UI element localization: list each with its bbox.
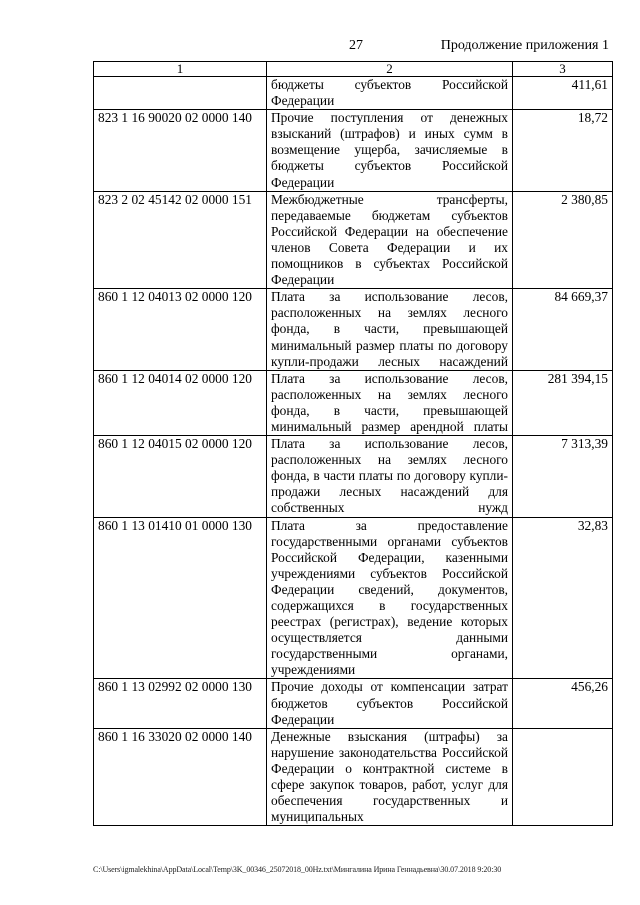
description-cell: Прочие поступления от денежных взысканий (штрафов) и иных сумм в возмещение ущерба, зачисляемые в бюджеты субъектов Российской Федерации — [267, 110, 513, 191]
table-row — [94, 517, 613, 679]
amount-cell: 456,26 — [513, 679, 613, 728]
budget-code-cell — [94, 77, 267, 110]
budget-code-cell: 860 1 16 33020 02 0000 140 — [94, 728, 267, 826]
description-cell: Плата за использование лесов, расположенных на землях лесного фонда, в части платы по договору купли-продажи лесных насаждений для собственных нужд — [267, 436, 513, 517]
description-cell: бюджеты субъектов Российской Федерации — [267, 77, 513, 110]
description-cell: Плата за использование лесов, расположенных на землях лесного фонда, в части, превышающей минимальный размер платы по договору купли-продажи лесных насаждений — [267, 289, 513, 370]
amount-cell: 7 313,39 — [513, 436, 613, 517]
budget-code-cell: 860 1 12 04014 02 0000 120 — [94, 370, 267, 435]
page-number: 27 — [349, 38, 363, 53]
budget-code-cell: 860 1 12 04015 02 0000 120 — [94, 436, 267, 517]
description-cell: Межбюджетные трансферты, передаваемые бюджетам субъектов Российской Федерации на обеспечение членов Совета Федерации и их помощников в субъектах Российской Федерации — [267, 191, 513, 289]
table-row — [94, 728, 613, 826]
description-cell: Плата за предоставление государственными органами субъектов Российской Федерации, казенными учреждениями субъектов Российской Федерации сведений, документов, содержащихся в государственных реестрах (регистрах), ведение которых осуществляется данными государственными органами, учреждениями — [267, 517, 513, 679]
continuation-label: Продолжение приложения 1 — [440, 38, 609, 53]
column-header-3: 3 — [513, 62, 613, 77]
table-row — [94, 110, 613, 191]
budget-code-cell: 823 2 02 45142 02 0000 151 — [94, 191, 267, 289]
description-cell: Денежные взыскания (штрафы) за нарушение законодательства Российской Федерации о контрактной системе в сфере закупок товаров, работ, услуг для обеспечения государственных и муниципальных — [267, 728, 513, 826]
table-row — [94, 77, 613, 110]
table-header-row — [94, 62, 613, 77]
amount-cell: 18,72 — [513, 110, 613, 191]
file-path-footer: C:\Users\igmalekhina\AppData\Local\Temp\3K_00346_25072018_00Hz.txt\Мингалина Ирина Геннадьевна\30.07.2018 9:20:30 — [93, 865, 502, 874]
amount-cell: 32,83 — [513, 517, 613, 679]
amount-cell: 281 394,15 — [513, 370, 613, 435]
budget-code-cell: 823 1 16 90020 02 0000 140 — [94, 110, 267, 191]
description-cell: Прочие доходы от компенсации затрат бюджетов субъектов Российской Федерации — [267, 679, 513, 728]
amount-cell: 411,61 — [513, 77, 613, 110]
table-row — [94, 289, 613, 370]
revenue-table — [93, 61, 613, 826]
budget-code-cell: 860 1 13 01410 01 0000 130 — [94, 517, 267, 679]
budget-code-cell: 860 1 13 02992 02 0000 130 — [94, 679, 267, 728]
table-row — [94, 191, 613, 289]
column-header-2: 2 — [267, 62, 513, 77]
table-row — [94, 679, 613, 728]
table-row — [94, 370, 613, 435]
description-cell: Плата за использование лесов, расположенных на землях лесного фонда, в части, превышающей минимальный размер арендной платы — [267, 370, 513, 435]
budget-code-cell: 860 1 12 04013 02 0000 120 — [94, 289, 267, 370]
amount-cell: 2 380,85 — [513, 191, 613, 289]
amount-cell — [513, 728, 613, 826]
column-header-1: 1 — [94, 62, 267, 77]
table-row — [94, 436, 613, 517]
amount-cell: 84 669,37 — [513, 289, 613, 370]
